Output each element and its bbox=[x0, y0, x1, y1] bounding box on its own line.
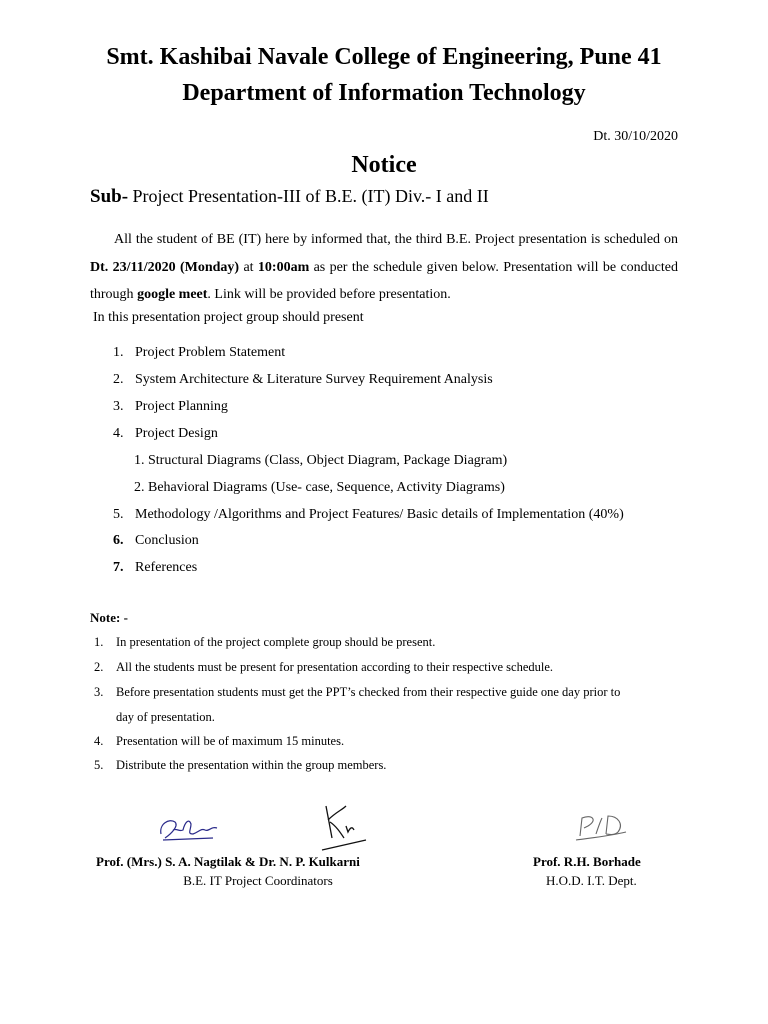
note-text: All the students must be present for presentation according to their respective schedule. bbox=[116, 660, 554, 674]
body-text-2: at bbox=[239, 259, 258, 275]
note-number: 5. bbox=[94, 758, 104, 772]
list-item-text: Conclusion bbox=[135, 533, 199, 548]
notice-body bbox=[90, 226, 678, 309]
note-text: Before presentation students must get the PPT’s checked from their respective guide one day prior to bbox=[116, 685, 621, 699]
body-paragraph bbox=[90, 226, 678, 309]
note-item bbox=[94, 685, 620, 700]
body-text-3: as per the schedule given below. Presentation will be conducted through bbox=[90, 259, 678, 302]
list-item-text: Methodology /Algorithms and Project Features/ Basic details of Implementation (40%) bbox=[135, 507, 624, 522]
note-number: 1. bbox=[94, 635, 104, 649]
list-item bbox=[113, 399, 228, 415]
note-number: 4. bbox=[94, 734, 104, 748]
hod-name: Prof. R.H. Borhade bbox=[533, 854, 641, 869]
list-item bbox=[113, 507, 624, 523]
presentation-time: 10:00am bbox=[257, 259, 310, 275]
note-continuation: day of presentation. bbox=[116, 710, 215, 724]
note-item bbox=[94, 660, 553, 675]
list-item-number: 2. bbox=[113, 372, 124, 387]
note-text: Presentation will be of maximum 15 minutes. bbox=[116, 734, 345, 748]
list-item-number: 1. bbox=[113, 345, 124, 360]
list-item-number: 3. bbox=[113, 399, 124, 414]
note-text: Distribute the presentation within the group members. bbox=[116, 758, 387, 772]
presentation-date: Dt. 23/11/2020 (Monday) bbox=[90, 259, 240, 275]
list-item-number: 4. bbox=[113, 426, 124, 441]
note-item bbox=[94, 734, 344, 749]
coordinators-role: B.E. IT Project Coordinators bbox=[183, 873, 333, 888]
sub-list-item: 1. Structural Diagrams (Class, Object Diagram, Package Diagram) bbox=[134, 453, 508, 468]
coordinator-signature-1 bbox=[155, 808, 225, 848]
sub-list-item: 2. Behavioral Diagrams (Use- case, Sequence, Activity Diagrams) bbox=[134, 480, 505, 495]
college-name: Smt. Kashibai Navale College of Engineering, Pune 41 bbox=[106, 44, 662, 70]
body-intro: In this presentation project group should present bbox=[93, 310, 364, 325]
list-item-text: Project Design bbox=[135, 426, 218, 441]
body-text-1: All the student of BE (IT) here by informed that, the third B.E. Project presentation is scheduled on bbox=[114, 232, 678, 247]
hod-role: H.O.D. I.T. Dept. bbox=[546, 873, 637, 888]
list-item bbox=[113, 372, 493, 388]
list-item bbox=[113, 560, 197, 576]
note-heading: Note: - bbox=[90, 610, 128, 625]
subject-label: Sub- bbox=[90, 186, 129, 207]
list-item bbox=[113, 345, 285, 361]
list-item bbox=[113, 426, 218, 442]
body-text-4: . Link will be provided before presentation. bbox=[207, 287, 451, 302]
presentation-platform: google meet bbox=[137, 287, 208, 302]
list-item-text: References bbox=[135, 560, 198, 575]
note-item bbox=[94, 635, 435, 650]
list-item bbox=[113, 533, 199, 549]
note-number: 3. bbox=[94, 685, 104, 699]
list-item-text: Project Planning bbox=[135, 399, 228, 414]
hod-signature bbox=[570, 806, 634, 846]
note-item bbox=[94, 758, 386, 773]
coordinators-name: Prof. (Mrs.) S. A. Nagtilak & Dr. N. P. Kulkarni bbox=[96, 854, 360, 869]
list-item-text: System Architecture & Literature Survey Requirement Analysis bbox=[135, 372, 493, 387]
subject-text: Project Presentation-III of B.E. (IT) Div.- I and II bbox=[128, 186, 489, 206]
notice-title: Notice bbox=[351, 152, 417, 178]
subject-line bbox=[90, 186, 489, 208]
note-text: In presentation of the project complete group should be present. bbox=[116, 635, 436, 649]
department-name: Department of Information Technology bbox=[182, 80, 586, 106]
coordinator-signature-2 bbox=[318, 802, 378, 854]
list-item-text: Project Problem Statement bbox=[135, 345, 286, 360]
list-item-number: 7. bbox=[113, 560, 124, 575]
notice-date: Dt. 30/10/2020 bbox=[593, 129, 678, 144]
note-number: 2. bbox=[94, 660, 104, 674]
list-item-number: 5. bbox=[113, 507, 124, 522]
list-item-number: 6. bbox=[113, 533, 124, 548]
